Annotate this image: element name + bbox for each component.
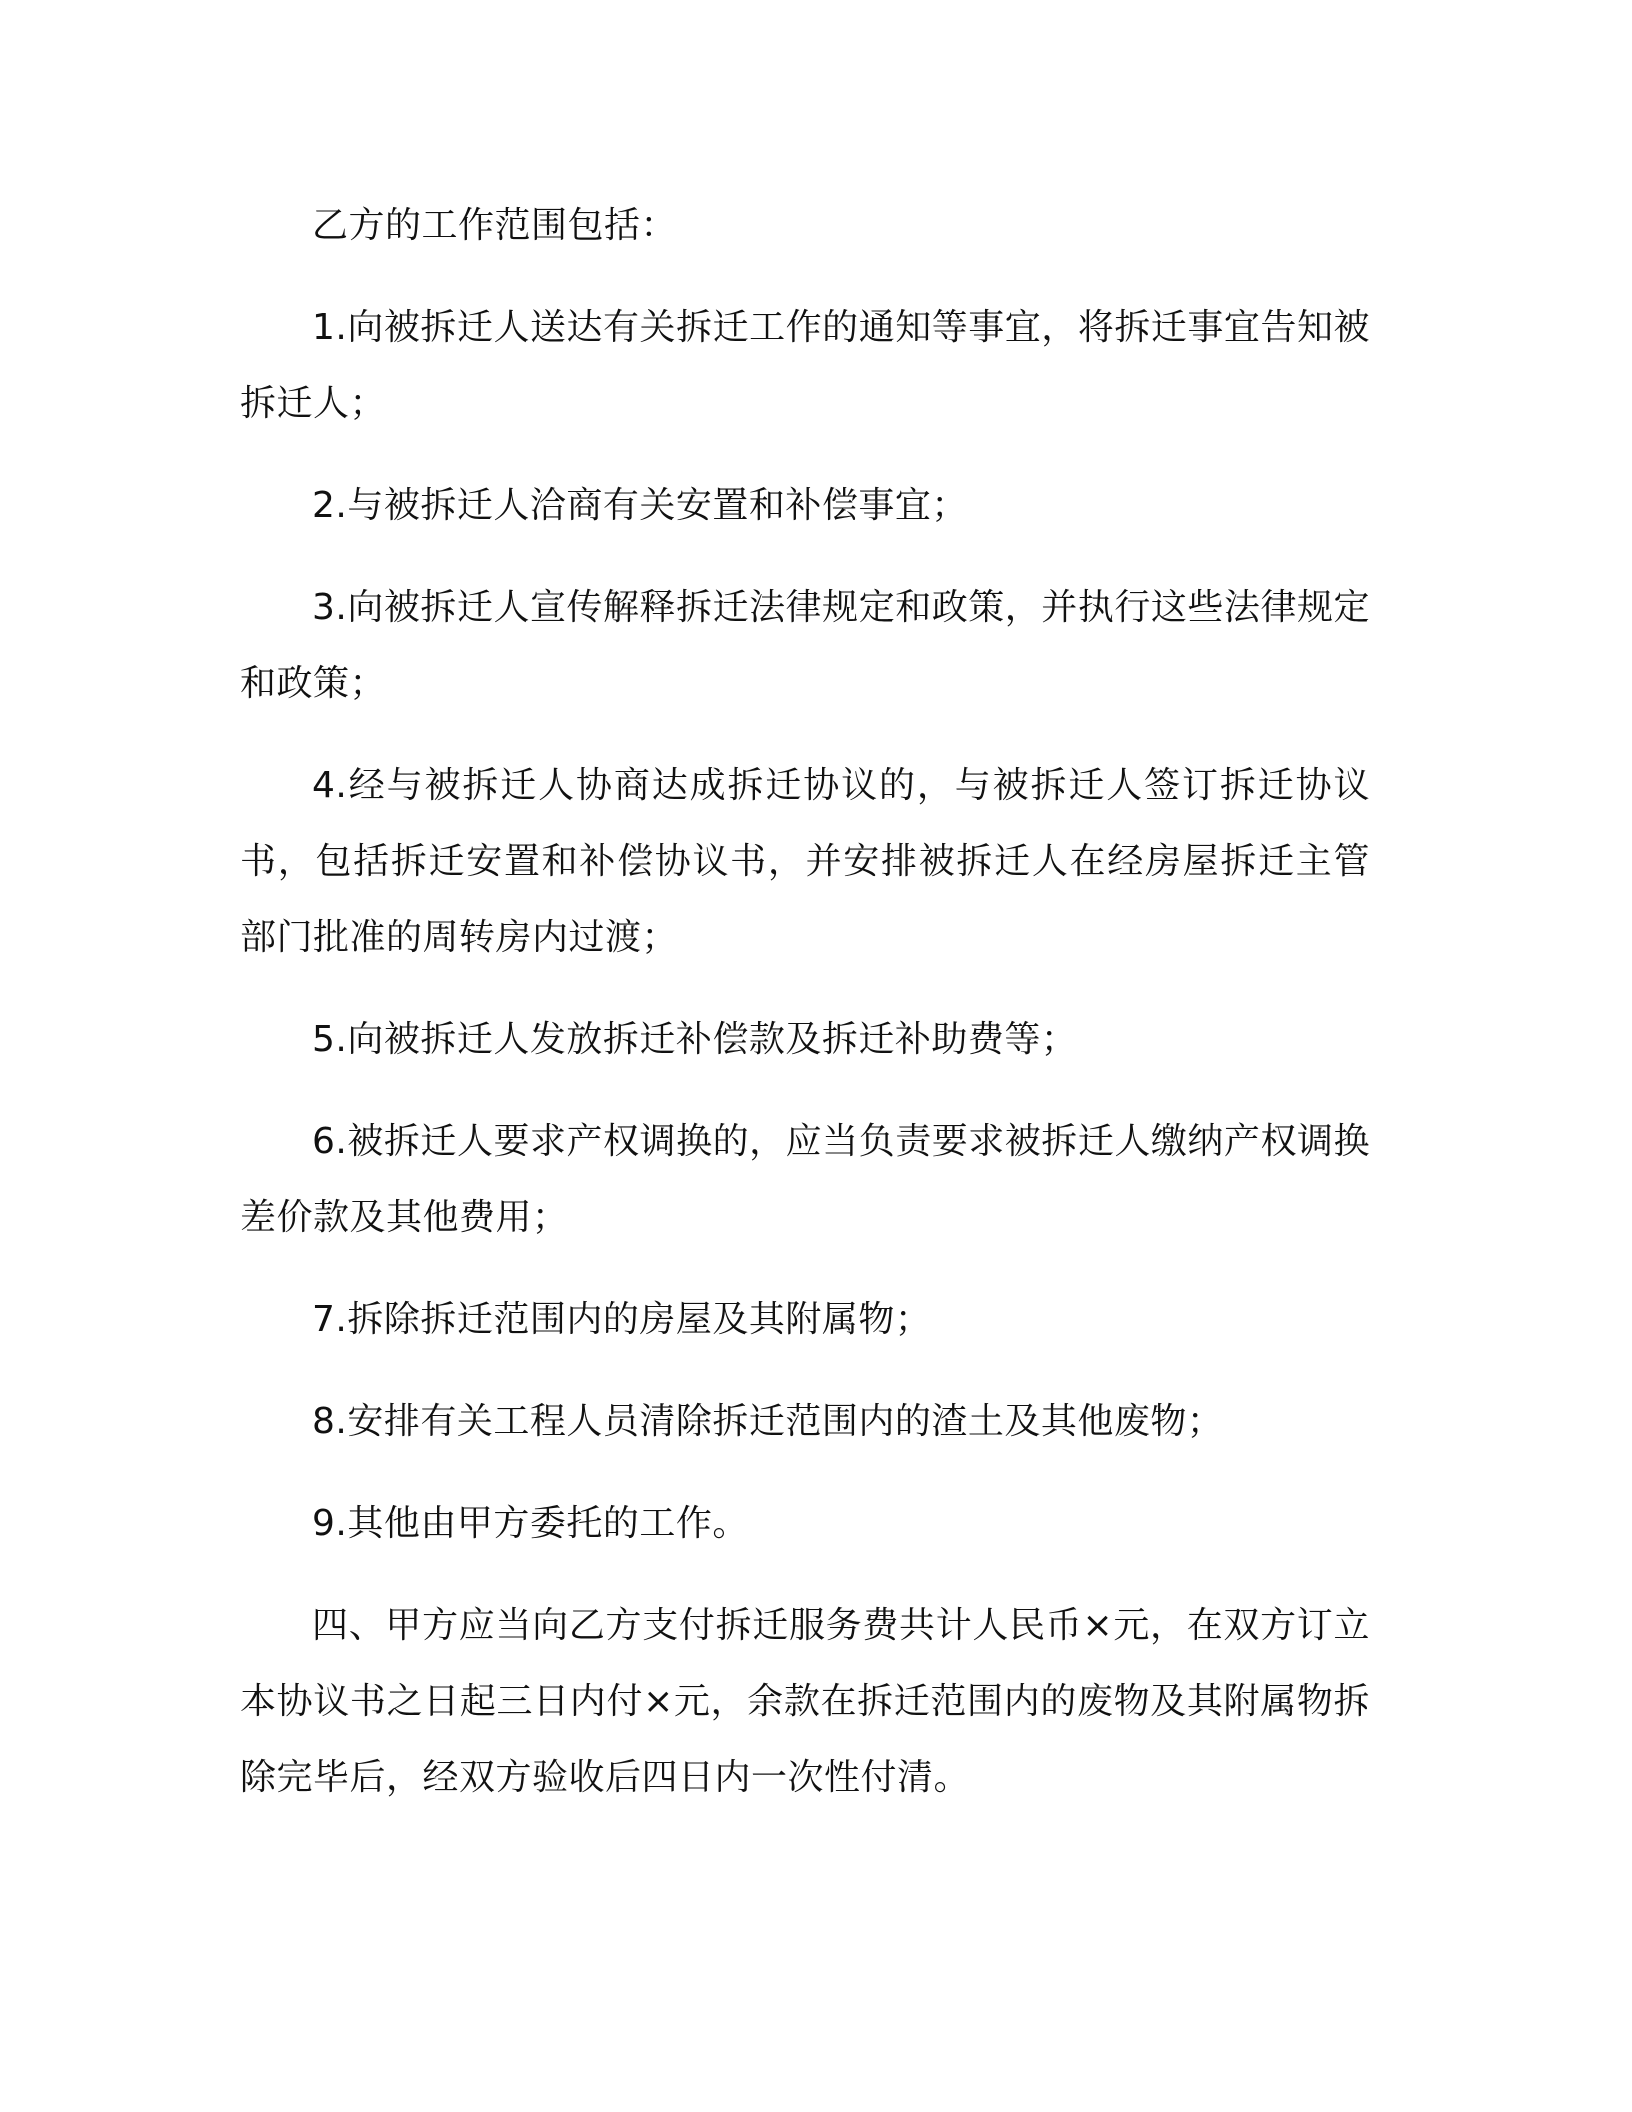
paragraph-scope-intro: 乙方的工作范围包括： bbox=[312, 205, 678, 246]
paragraph-item-4: 4.经与被拆迁人协商达成拆迁协议的，与被拆迁人签订拆迁协议书，包括拆迁安置和补偿协议书，并安排被拆迁人在经房屋拆迁主管部门批准的周转房内过渡； bbox=[240, 765, 1370, 958]
paragraph-item-3: 3.向被拆迁人宣传解释拆迁法律规定和政策，并执行这些法律规定和政策； bbox=[240, 587, 1370, 704]
paragraph-item-1: 1.向被拆迁人送达有关拆迁工作的通知等事宜，将拆迁事宜告知被拆迁人； bbox=[240, 307, 1370, 424]
paragraph-section-4-payment: 四、甲方应当向乙方支付拆迁服务费共计人民币×元，在双方订立本协议书之日起三日内付×元，余款在拆迁范围内的废物及其附属物拆除完毕后，经双方验收后四日内一次性付清。 bbox=[240, 1605, 1370, 1798]
paragraph-item-8: 8.安排有关工程人员清除拆迁范围内的渣土及其他废物； bbox=[312, 1401, 1224, 1442]
paragraph-item-7: 7.拆除拆迁范围内的房屋及其附属物； bbox=[312, 1299, 932, 1340]
paragraph-item-5: 5.向被拆迁人发放拆迁补偿款及拆迁补助费等； bbox=[312, 1019, 1078, 1060]
document-body bbox=[240, 188, 1370, 1842]
paragraph-item-2: 2.与被拆迁人洽商有关安置和补偿事宜； bbox=[312, 485, 968, 526]
paragraph-item-6: 6.被拆迁人要求产权调换的，应当负责要求被拆迁人缴纳产权调换差价款及其他费用； bbox=[240, 1121, 1370, 1238]
paragraph-item-9: 9.其他由甲方委托的工作。 bbox=[312, 1503, 749, 1544]
